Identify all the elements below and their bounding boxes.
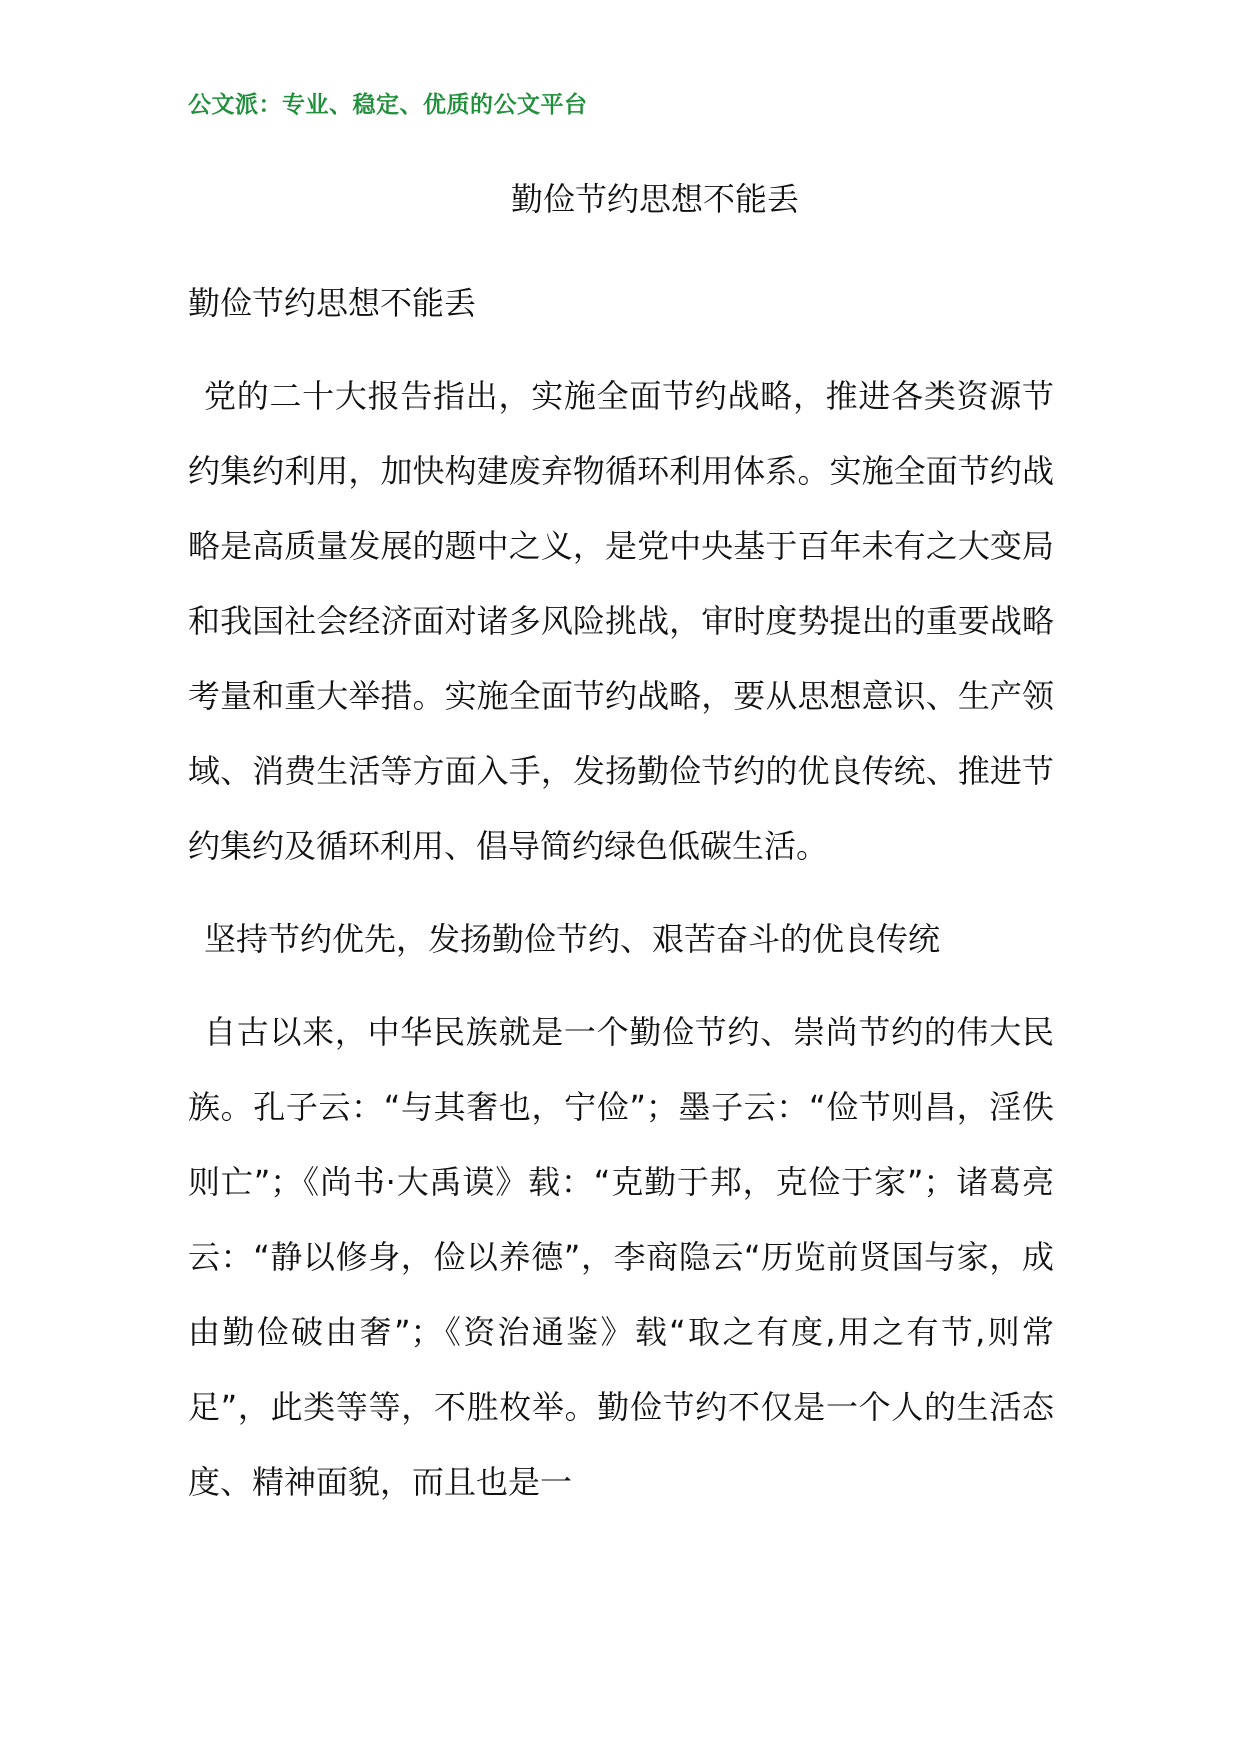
- site-header: 公文派：专业、稳定、优质的公文平台: [188, 92, 588, 118]
- paragraph-history: 自古以来，中华民族就是一个勤俭节约、崇尚节约的伟大民族。孔子云：“与其奢也，宁俭”；墨子云：“俭节则昌，淫佚则亡”；《尚书·大禹谟》载：“克勤于邦，克俭于家”；诸葛亮云：“静以修身，俭以养德”，李商隐云“历览前贤国与家，成由勤俭破由奢”；《资治通鉴》载“取之有度,用之有节,则常足”，此类等等，不胜枚举。勤俭节约不仅是一个人的生活态度、精神面貌，而且也是一: [188, 1013, 1054, 1501]
- document-body: [188, 266, 1054, 1538]
- document-title: 勤俭节约思想不能丢: [510, 180, 799, 218]
- section-heading: 坚持节约优先，发扬勤俭节约、艰苦奋斗的优良传统: [204, 920, 941, 958]
- paragraph-intro: 党的二十大报告指出，实施全面节约战略，推进各类资源节约集约利用，加快构建废弃物循环利用体系。实施全面节约战略是高质量发展的题中之义，是党中央基于百年未有之大变局和我国社会经济面对诸多风险挑战，审时度势提出的重要战略考量和重大举措。实施全面节约战略，要从思想意识、生产领域、消费生活等方面入手，发扬勤俭节约的优良传统、推进节约集约及循环利用、倡导简约绿色低碳生活。: [188, 377, 1054, 865]
- document-subtitle: 勤俭节约思想不能丢: [188, 284, 477, 322]
